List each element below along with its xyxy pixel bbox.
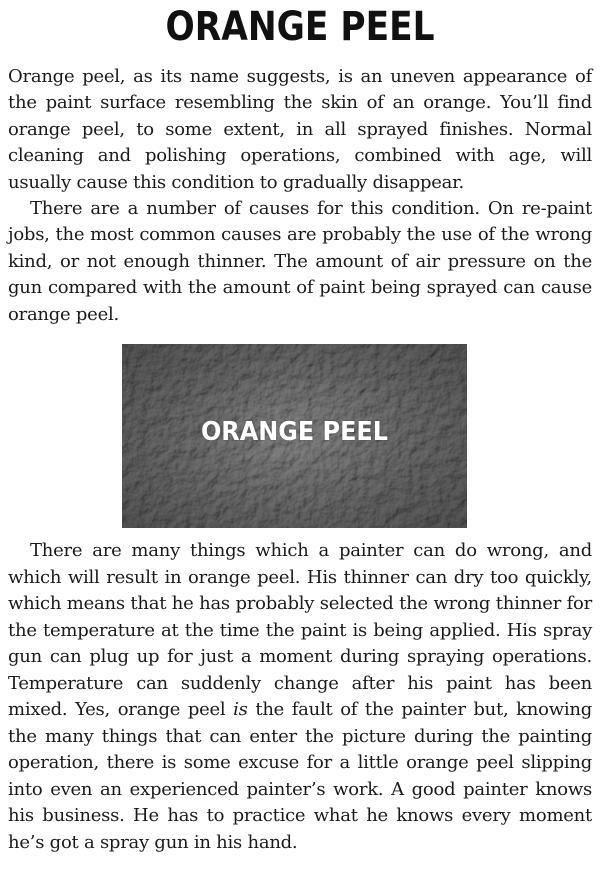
paragraph-text-start: There are many things which a painter can do wrong, and which will result in orange peel. His thinner can dry too quickly, which means that he has probably selected the wrong thinner for the temperature at the time the paint is being applied. His spray gun can plug up for just a moment during spraying operations. Temperature can suddenly change after his paint has been mixed. Yes, orange peel — [8, 540, 592, 720]
paragraph-intro: Orange peel, as its name suggests, is an uneven appearance of the paint surface resembling the skin of an orange. You’ll find orange peel, to some extent, in all sprayed finishes. Normal cleaning and polishing operations, combined with age, will usually cause this condition to gradually disappear. — [8, 66, 592, 193]
paragraph-text-end: the fault of the painter but, knowing the many things that can enter the picture during the painting operation, there is some excuse for a little orange peel slipping into even an experienced painter’s work. A good painter knows his business. He has to practice what he knows every moment he’s got a spray gun in his hand. — [8, 699, 593, 853]
paragraph-causes: There are a number of causes for this condition. On re-paint jobs, the most common causes are probably the use of the wrong kind, or not enough thinner. The amount of air pressure on the gun compared with the amount of paint being sprayed can cause orange peel. — [8, 198, 592, 325]
emphasis-is: is — [233, 699, 248, 720]
figure-label: ORANGE PEEL — [200, 417, 389, 447]
orange-peel-texture-photo — [122, 344, 467, 528]
page-title: ORANGE PEEL — [165, 4, 435, 50]
paragraph-painter-errors — [8, 538, 592, 856]
